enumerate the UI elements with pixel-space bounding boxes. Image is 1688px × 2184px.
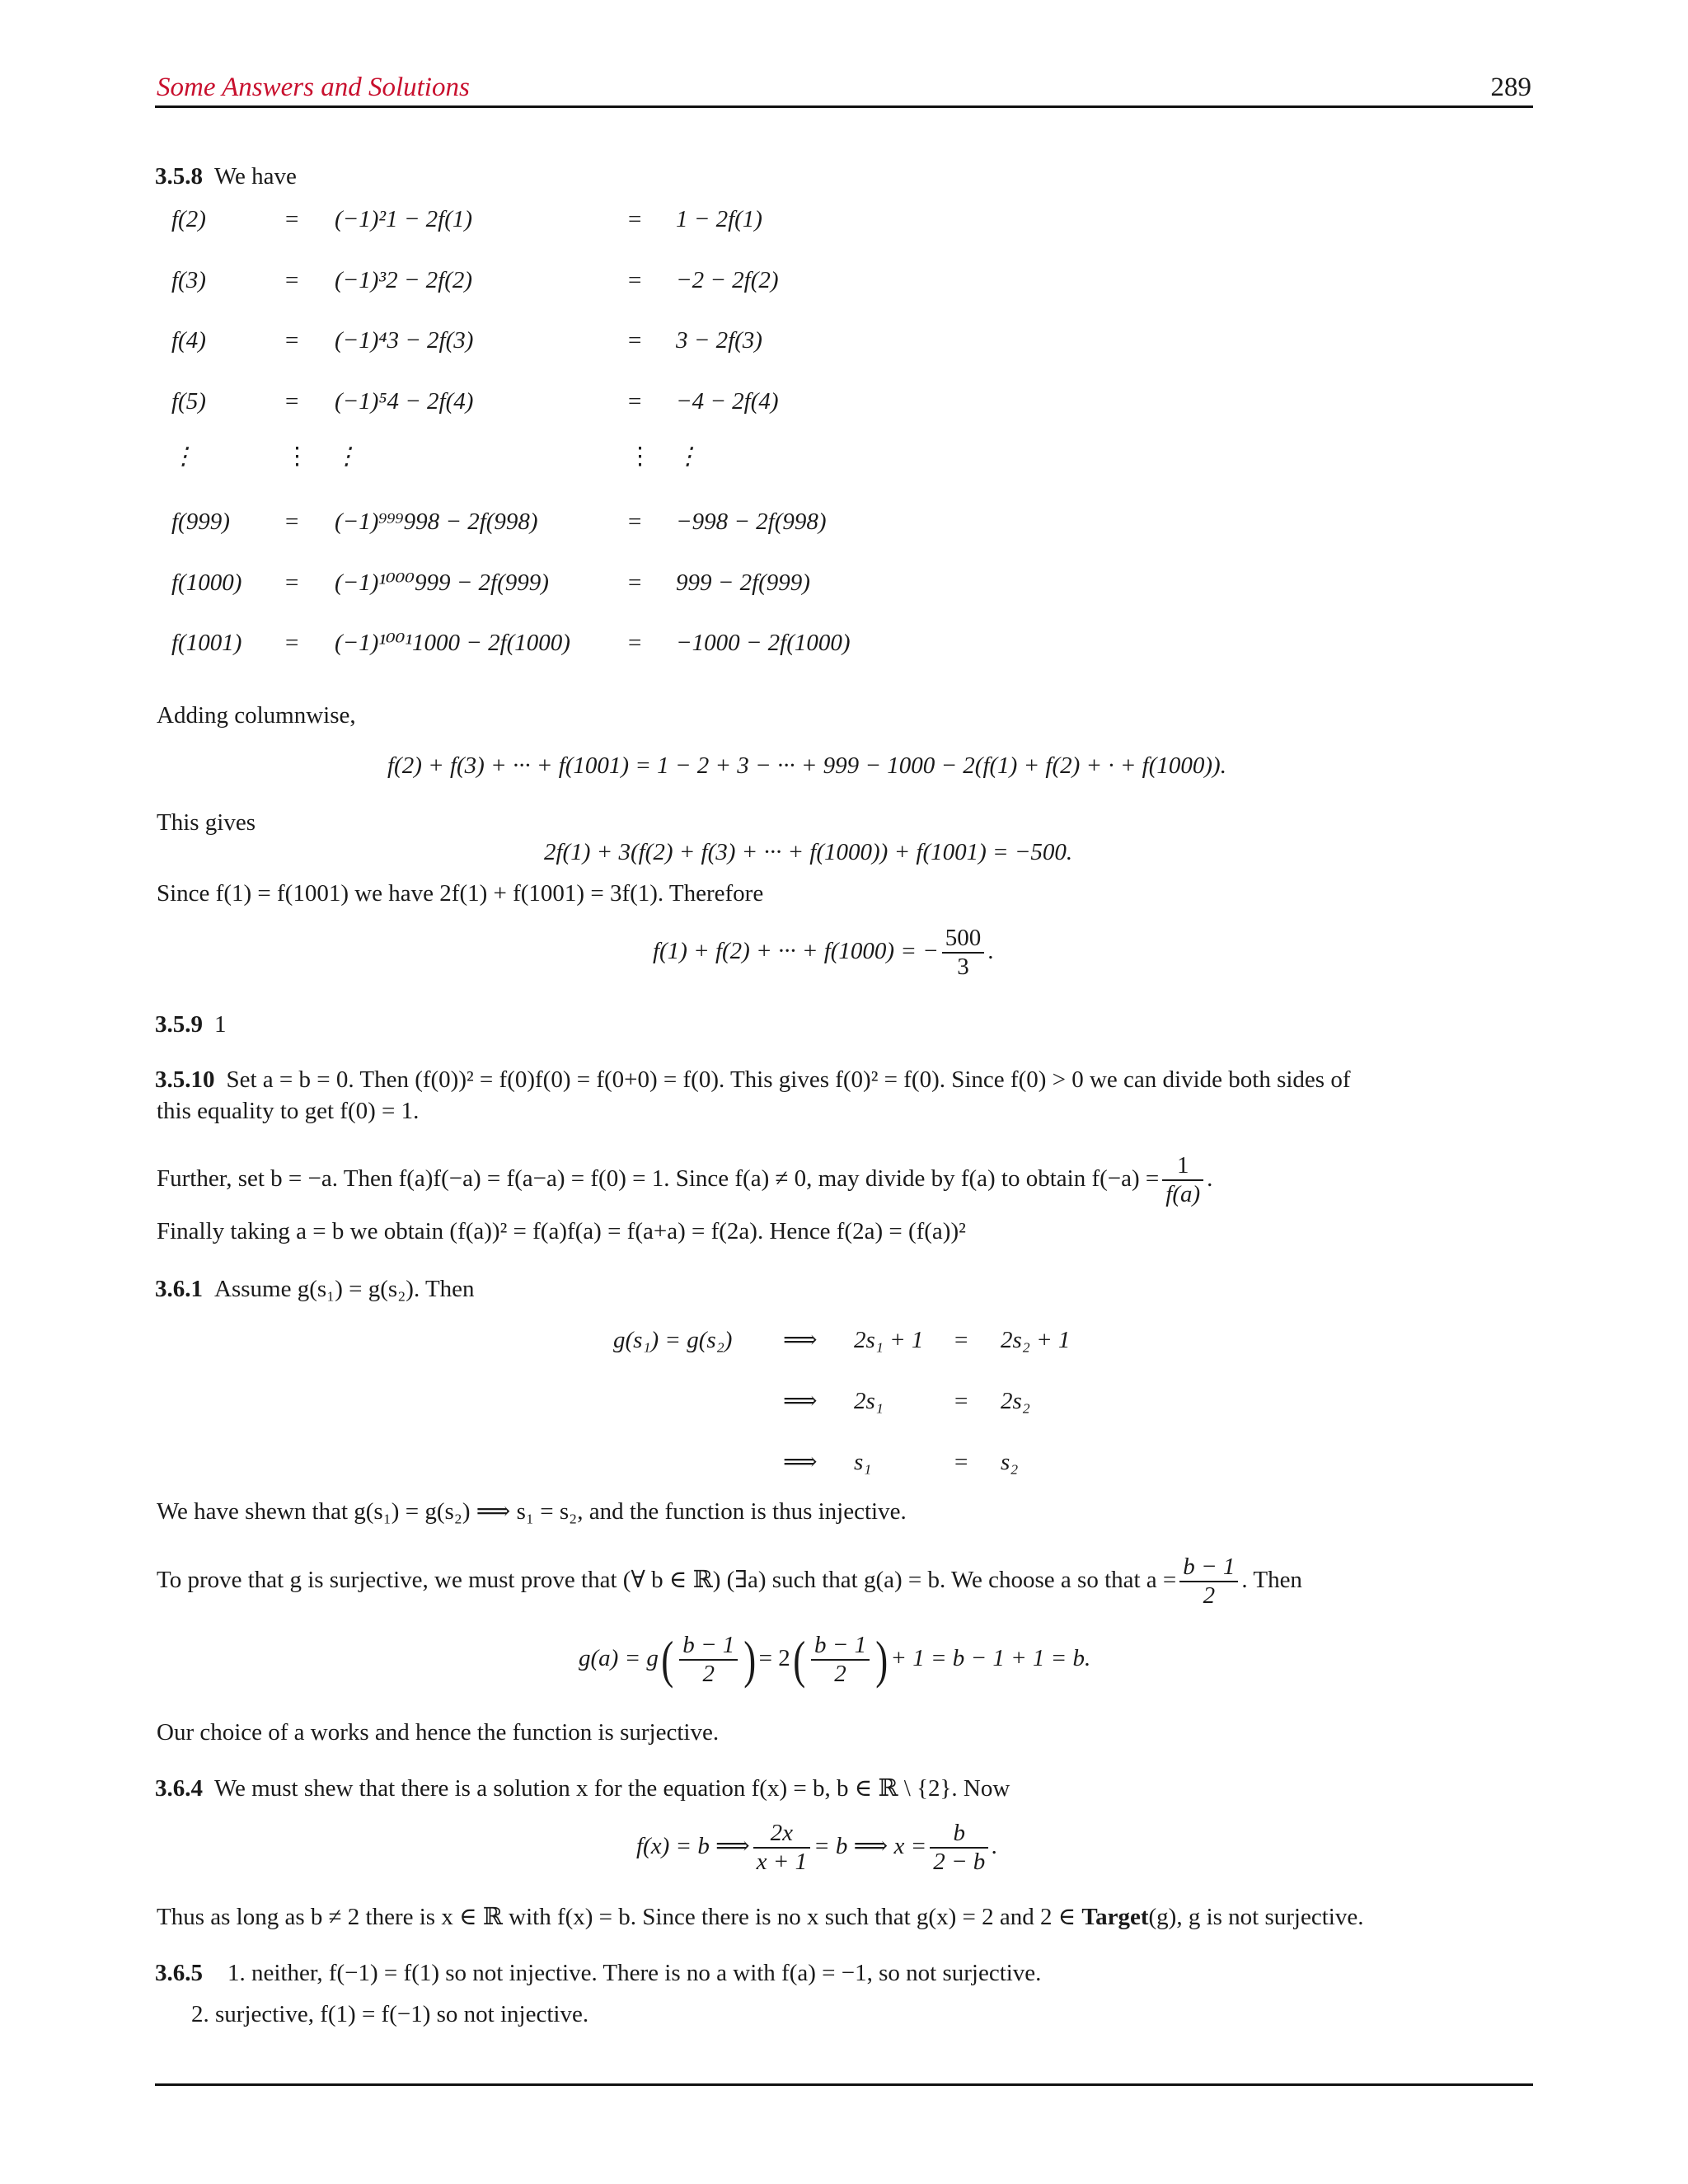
equation-row — [0, 568, 1688, 601]
row-eq1: = — [285, 630, 299, 656]
row-lhs: ⋮ — [171, 443, 195, 470]
page-number: 289 — [1490, 73, 1531, 102]
row-rhs: 1 − 2f(1) — [676, 206, 762, 232]
row-rhs: −1000 − 2f(1000) — [676, 630, 851, 656]
right-paren: ) — [875, 1630, 889, 1690]
row-eq: = — [954, 1388, 968, 1414]
fraction-1-over-fa — [1162, 1152, 1203, 1209]
intro-text: We have — [214, 163, 297, 190]
solution-3-5-9 — [155, 1010, 227, 1039]
numerator: 1 — [1162, 1152, 1203, 1181]
row-mid: (−1)²1 − 2f(1) — [335, 206, 473, 232]
implication-row — [0, 1386, 1688, 1419]
row-eq2: ⋮ — [628, 443, 652, 470]
row-right-side: 2s₂ + 1 — [1001, 1327, 1071, 1353]
solution-3-6-1-heading — [155, 1274, 475, 1304]
row-rhs: 999 − 2f(999) — [676, 569, 810, 596]
item-text: 1. neither, f(−1) = f(1) so not injective. There is no a with f(a) = −1, so not surjective. — [227, 1960, 1042, 1986]
solution-3-5-10-line2: this equality to get f(0) = 1. — [157, 1098, 420, 1124]
eq-lhs: f(x) = b ⟹ — [636, 1833, 750, 1859]
row-mid: (−1)¹⁰⁰¹1000 − 2f(1000) — [335, 630, 570, 656]
choice-text: Our choice of a works and hence the function is surjective. — [157, 1719, 720, 1746]
intro-text: Assume g(s₁) = g(s₂). Then — [214, 1276, 475, 1302]
row-eq2: = — [628, 206, 642, 232]
row-eq1: = — [285, 327, 299, 354]
denominator: f(a) — [1165, 1181, 1201, 1208]
ga-lhs: g(a) = g — [579, 1645, 659, 1671]
row-lhs: f(2) — [171, 206, 206, 232]
right-paren: ) — [743, 1630, 757, 1690]
fraction-ga-1 — [679, 1632, 738, 1689]
fx-equation — [636, 1820, 998, 1877]
row-eq: = — [954, 1449, 968, 1475]
final-lhs: f(1) + f(2) + ··· + f(1000) = − — [653, 938, 939, 964]
numerator: 500 — [942, 925, 985, 954]
row-eq1: ⋮ — [285, 443, 309, 470]
eq-mid: = b ⟹ x = — [814, 1833, 927, 1859]
equation-row — [0, 204, 1688, 237]
denominator: x + 1 — [756, 1849, 808, 1876]
solution-3-5-8-heading — [155, 162, 297, 191]
row-left-side: 2s₁ + 1 — [854, 1327, 924, 1353]
running-header-title: Some Answers and Solutions — [157, 73, 470, 102]
shewn-text: We have shewn that g(s₁) = g(s₂) ⟹ s₁ = s₂, and the function is thus injective. — [157, 1498, 907, 1525]
this-gives-text: This gives — [157, 809, 256, 836]
solution-3-5-10-line4: Finally taking a = b we obtain (f(a))² = f(a)f(a) = f(a+a) = f(2a). Hence f(2a) = (f(a))² — [157, 1218, 966, 1244]
final-equation — [653, 925, 993, 982]
row-lhs: f(999) — [171, 509, 230, 535]
solution-3-6-5-item2: 2. surjective, f(1) = f(−1) so not injective. — [191, 2001, 589, 2027]
fraction-b — [930, 1820, 988, 1877]
implies-arrow: ⟹ — [783, 1327, 818, 1353]
row-eq1: = — [285, 509, 299, 535]
since-text: Since f(1) = f(1001) we have 2f(1) + f(1001) = 3f(1). Therefore — [157, 880, 764, 907]
solution-number: 3.6.4 — [155, 1775, 203, 1802]
solution-3-6-4-heading — [155, 1774, 1010, 1803]
solution-3-5-10-line3 — [157, 1152, 1212, 1209]
left-paren: ( — [661, 1630, 674, 1690]
implies-arrow: ⟹ — [783, 1388, 818, 1414]
line-text: To prove that g is surjective, we must prove that (∀ b ∈ ℝ) (∃a) such that g(a) = b. We choose a so that a = — [157, 1567, 1177, 1593]
numerator: b − 1 — [811, 1632, 870, 1661]
line-text: Thus as long as b ≠ 2 there is x ∈ ℝ with f(x) = b. Since there is no x such that g(x) = 2 and 2 ∈ — [157, 1904, 1076, 1930]
line-text: Further, set b = −a. Then f(a)f(−a) = f(a−a) = f(0) = 1. Since f(a) ≠ 0, may divide by f(a) to obtain f(−a) = — [157, 1165, 1160, 1192]
line-text: Set a = b = 0. Then (f(0))² = f(0)f(0) = f(0+0) = f(0). This gives f(0)² = f(0). Since f(0) > 0 we can divide both sides of — [226, 1066, 1351, 1093]
period: . — [992, 1833, 998, 1859]
period: . — [987, 938, 994, 964]
row-eq2: = — [628, 327, 642, 354]
row-mid: (−1)⁴3 − 2f(3) — [335, 327, 474, 354]
row-mid: (−1)¹⁰⁰⁰999 − 2f(999) — [335, 569, 549, 596]
row-rhs: 3 − 2f(3) — [676, 327, 762, 354]
denominator: 2 — [702, 1661, 715, 1688]
row-eq1: = — [285, 267, 299, 293]
equation-row — [0, 507, 1688, 540]
row-right-side: s₂ — [1001, 1449, 1019, 1475]
answer-text: 1 — [214, 1011, 227, 1038]
fraction-2x — [753, 1820, 810, 1877]
footer-rule — [155, 2083, 1533, 2086]
solution-number: 3.6.5 — [155, 1960, 203, 1986]
row-right-side: 2s₂ — [1001, 1388, 1030, 1414]
solution-3-6-5-item1 — [155, 1958, 1041, 1988]
solution-number: 3.5.10 — [155, 1066, 215, 1093]
sum-equation: f(2) + f(3) + ··· + f(1001) = 1 − 2 + 3 − ··· + 999 − 1000 − 2(f(1) + f(2) + · + f(1000)). — [387, 752, 1226, 779]
solution-number: 3.6.1 — [155, 1276, 203, 1302]
row-left-side: 2s₁ — [854, 1388, 884, 1414]
row-eq1: = — [285, 206, 299, 232]
row-rhs: ⋮ — [676, 443, 700, 470]
row-mid: (−1)³2 − 2f(2) — [335, 267, 473, 293]
adding-text: Adding columnwise, — [157, 702, 356, 729]
row-eq1: = — [285, 388, 299, 415]
solution-3-5-10-line1 — [155, 1065, 1351, 1094]
fraction-500-3 — [942, 925, 985, 982]
equation-row — [0, 387, 1688, 419]
row-eq: = — [954, 1327, 968, 1353]
denominator: 2 — [1203, 1582, 1216, 1610]
row-rhs: −998 − 2f(998) — [676, 509, 827, 535]
intro-text: We must shew that there is a solution x for the equation f(x) = b, b ∈ ℝ \ {2}. Now — [214, 1775, 1010, 1802]
row-rhs: −2 − 2f(2) — [676, 267, 779, 293]
gives-equation: 2f(1) + 3(f(2) + f(3) + ··· + f(1000)) + f(1001) = −500. — [544, 839, 1073, 865]
row-lhs: f(1000) — [171, 569, 242, 596]
ga-mid: = 2 — [758, 1645, 790, 1671]
row-lhs: f(3) — [171, 267, 206, 293]
g-of-a-equation — [579, 1632, 1090, 1689]
denominator: 3 — [957, 954, 969, 981]
equation-row — [0, 326, 1688, 359]
fraction-ga-2 — [811, 1632, 870, 1689]
row-eq2: = — [628, 509, 642, 535]
then-text: . Then — [1241, 1567, 1302, 1593]
row-lhs: f(5) — [171, 388, 206, 415]
target-bold: Target — [1081, 1904, 1149, 1930]
numerator: b − 1 — [679, 1632, 738, 1661]
row-mid: (−1)⁹⁹⁹998 − 2f(998) — [335, 509, 538, 535]
fraction-b-minus-1-over-2 — [1179, 1554, 1238, 1610]
numerator: b − 1 — [1179, 1554, 1238, 1582]
row-eq1: = — [285, 569, 299, 596]
implies-arrow: ⟹ — [783, 1449, 818, 1475]
denominator: 2 — [834, 1661, 846, 1688]
row-left-side: s₁ — [854, 1449, 872, 1475]
row-eq2: = — [628, 630, 642, 656]
row-eq2: = — [628, 267, 642, 293]
period: . — [1207, 1165, 1213, 1192]
solution-number: 3.5.9 — [155, 1011, 203, 1038]
row-lhs: f(1001) — [171, 630, 242, 656]
equation-row — [0, 442, 1688, 475]
thus-text — [157, 1902, 1363, 1932]
prove-surjective-text — [157, 1554, 1302, 1610]
equation-row — [0, 265, 1688, 298]
implication-row — [0, 1325, 1688, 1358]
row-mid: (−1)⁵4 − 2f(4) — [335, 388, 474, 415]
header-rule — [155, 105, 1533, 108]
equation-row — [0, 628, 1688, 661]
row-lhs: f(4) — [171, 327, 206, 354]
numerator: b — [930, 1820, 988, 1849]
row-eq2: = — [628, 388, 642, 415]
ga-end: + 1 = b − 1 + 1 = b. — [890, 1645, 1091, 1671]
solution-number: 3.5.8 — [155, 163, 203, 190]
line-text-end: (g), g is not surjective. — [1148, 1904, 1364, 1930]
row-mid: ⋮ — [335, 443, 359, 470]
implication-row — [0, 1447, 1688, 1480]
row-eq2: = — [628, 569, 642, 596]
numerator: 2x — [753, 1820, 810, 1849]
left-paren: ( — [792, 1630, 805, 1690]
denominator: 2 − b — [933, 1849, 986, 1876]
row-rhs: −4 − 2f(4) — [676, 388, 779, 415]
row-lhs: g(s₁) = g(s₂) — [613, 1327, 733, 1353]
